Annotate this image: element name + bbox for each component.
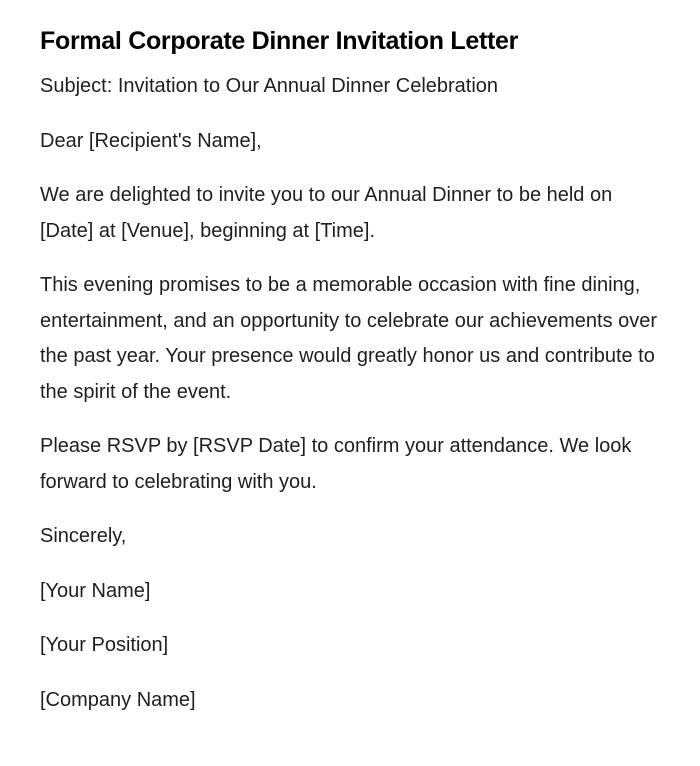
subject-line: Subject: Invitation to Our Annual Dinner Celebration (40, 75, 499, 97)
letter-document (40, 24, 660, 718)
body-paragraph-invitation: We are delighted to invite you to our Annual Dinner to be held on [Date] at [Venue], beginning at [Time]. (40, 184, 613, 242)
salutation: Dear [Recipient's Name], (40, 129, 262, 152)
sender-position: [Your Position] (40, 634, 169, 656)
sender-name: [Your Name] (40, 579, 151, 602)
company-name: [Company Name] (40, 688, 196, 711)
body-paragraph-details: This evening promises to be a memorable occasion with fine dining, entertainment, and an opportunity to celebrate our achievements over the past year. Your presence would greatly honor us and contribute to the spirit of the event. (40, 274, 658, 403)
body-paragraph-rsvp: Please RSVP by [RSVP Date] to confirm your attendance. We look forward to celebrating with you. (40, 435, 632, 493)
document-title: Formal Corporate Dinner Invitation Letter (40, 27, 519, 55)
closing: Sincerely, (40, 525, 127, 547)
